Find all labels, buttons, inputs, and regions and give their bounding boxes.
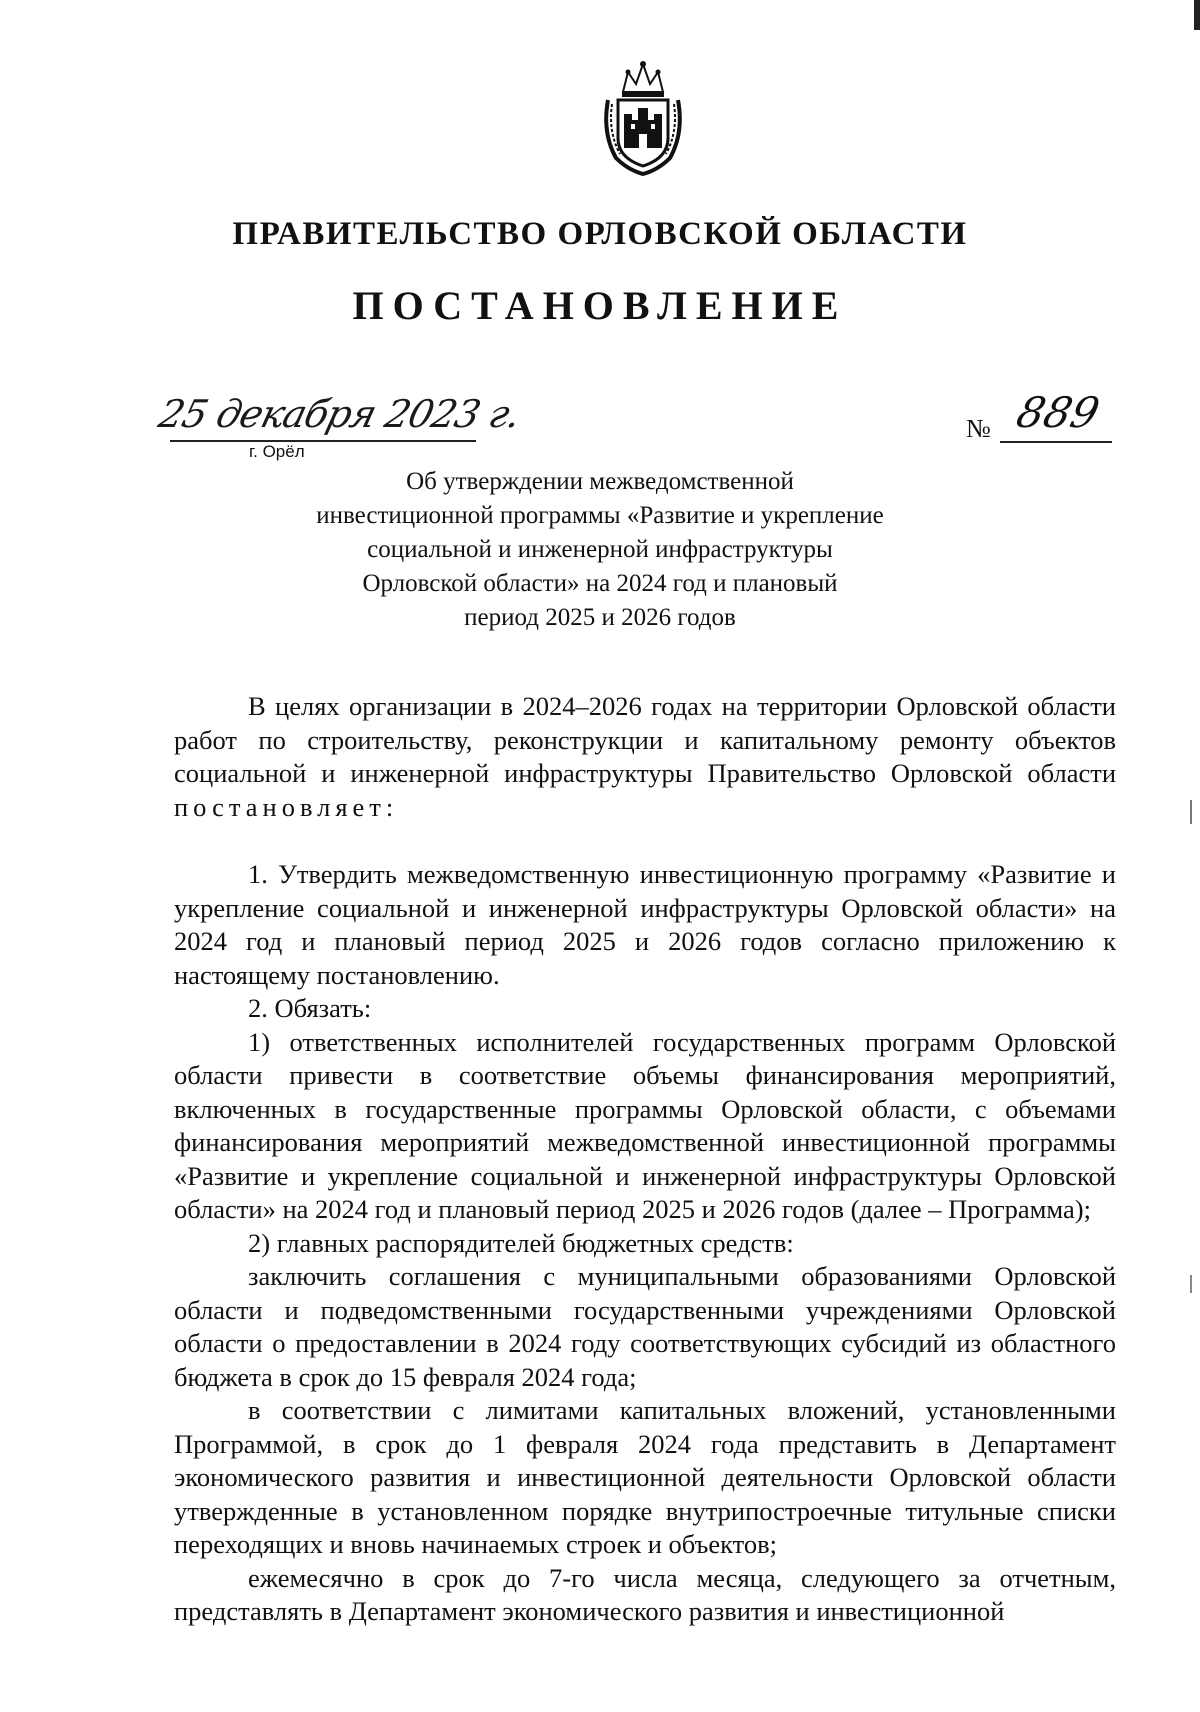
heading-line: Орловской области» на 2024 год и плановый	[362, 570, 838, 597]
scan-edge-mark	[1190, 1275, 1192, 1293]
scan-edge-mark	[1194, 0, 1200, 30]
resolves-word: постановляет:	[174, 791, 399, 822]
number-label: №	[966, 414, 991, 443]
preamble-text: В целях организации в 2024–2026 годах на территории Орловской области работ по строительству, реконструкции и капитальному ремонту объектов социальной и инженерной инфраструктуры Правительство Орловской области	[174, 691, 1116, 788]
organization-name: ПРАВИТЕЛЬСТВО ОРЛОВСКОЙ ОБЛАСТИ	[232, 216, 968, 252]
item-2-1: 1) ответственных исполнителей государственных программ Орловской области привести в соответствие объемы финансирования мероприятий, включенных в государственные программы Орловской области, с объемами финансирования мероприятий межведомственной инвестиционной программы «Развитие и укрепление социальной и инженерной инфраструктуры Орловской области» на 2024 год и плановый период 2025 и 2026 годов (далее – Программа);	[174, 1026, 1116, 1224]
heading-line: период 2025 и 2026 годов	[464, 604, 736, 631]
heading-line: социальной и инженерной инфраструктуры	[367, 536, 833, 563]
handwritten-number: 889	[1011, 388, 1105, 437]
scan-edge-mark	[1190, 800, 1192, 824]
heading-line: Об утверждении межведомственной	[406, 468, 794, 495]
date-underline	[170, 440, 476, 442]
document-type: ПОСТАНОВЛЕНИЕ	[352, 283, 848, 328]
document-heading	[300, 465, 900, 635]
paragraph-title-lists: в соответствии с лимитами капитальных вложений, установленными Программой, в срок до 1 февраля 2024 года представить в Департамент экономического развития и инвестиционной деятельности Орловской области утвержденные в установленном порядке внутрипостроечные титульные списки переходящих и вновь начинаемых строек и объектов;	[174, 1395, 1116, 1559]
coat-of-arms-emblem	[598, 58, 688, 176]
city: г. Орёл	[249, 442, 305, 461]
paragraph-monthly-report: ежемесячно в срок до 7-го числа месяца, следующего за отчетным, представлять в Департамент экономического развития и инвестиционной	[174, 1562, 1116, 1626]
paragraph-agreements: заключить соглашения с муниципальными образованиями Орловской области и подведомственными государственными учреждениями Орловской области о предоставлении в 2024 году соответствующих субсидий из областного бюджета в срок до 15 февраля 2024 года;	[174, 1261, 1116, 1392]
heading-line: инвестиционной программы «Развитие и укрепление	[316, 502, 884, 529]
item-2: 2. Обязать:	[248, 993, 372, 1023]
item-2-2: 2) главных распорядителей бюджетных средств:	[248, 1227, 794, 1258]
number-underline	[1000, 441, 1112, 443]
item-1: 1. Утвердить межведомственную инвестиционную программу «Развитие и укрепление социальной и инженерной инфраструктуры Орловской области» на 2024 год и плановый период 2025 и 2026 годов согласно приложению к настоящему постановлению.	[174, 859, 1116, 990]
document-body	[174, 690, 1116, 1629]
handwritten-date: 25 декабря 2023 г.	[154, 392, 525, 436]
preamble-paragraph	[174, 690, 1116, 824]
